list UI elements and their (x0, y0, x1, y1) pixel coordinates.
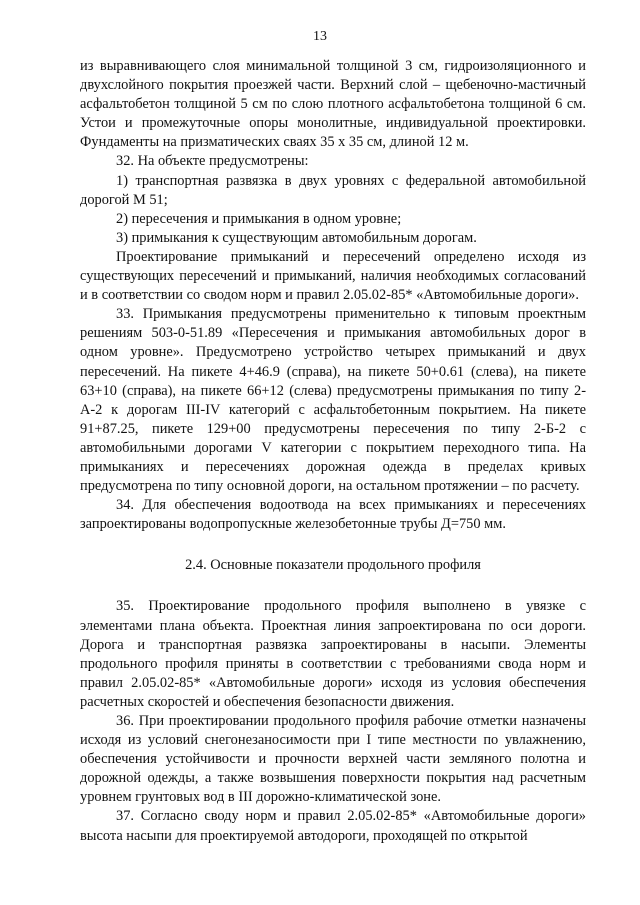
paragraph-design: Проектирование примыканий и пересечений определено исходя из существующих пересечений и примыканий, наличия необходимых согласований и в соответствии со сводом норм и правил 2.05.02-85* «Автомобильные дороги». (80, 248, 586, 304)
paragraph-continuation: из выравнивающего слоя минимальной толщиной 3 см, гидроизоляционного и двухслойного покрытия проезжей части. Верхний слой – щебеночно-мастичный асфальтобетон толщиной 5 см по слою плотного асфальтобетона толщиной 6 см. Устои и промежуточные опоры монолитные, индивидуальной проектировки. Фундаменты на призматических сваях 35 х 35 см, длиной 12 м. (80, 58, 586, 151)
list-item-3: 3) примыкания к существующим автомобильным дорогам. (116, 229, 477, 246)
paragraph-37: 37. Согласно своду норм и правил 2.05.02-85* «Автомобильные дороги» высота насыпи для проектируемой автодороги, проходящей по открытой (80, 808, 586, 844)
paragraph-36: 36. При проектировании продольного профиля рабочие отметки назначены исходя из условий снегонезаносимости при I типе местности по увлажнению, обеспечения устойчивости и прочности верхней части земляного полотна и дорожной одежды, а также возвышения поверхности покрытия над расчетным уровнем грунтовых вод в III дорожно-климатической зоне. (80, 713, 586, 806)
list-item-1: 1) транспортная развязка в двух уровнях с федеральной автомобильной дорогой М 51; (80, 172, 586, 208)
document-body (80, 57, 586, 846)
paragraph-35: 35. Проектирование продольного профиля выполнено в увязке с элементами плана объекта. Проектная линия запроектирована по оси дороги. Дорога и транспортная развязка запроектированы в насыпи. Элементы продольного профиля приняты в соответствии с требованиями свода норм и правил 2.05.02-85* «Автомобильные дороги» исходя из условия обеспечения расчетных скоростей и обеспечения безопасности движения. (80, 598, 586, 710)
list-item-2: 2) пересечения и примыкания в одном уровне; (116, 210, 402, 227)
section-heading: 2.4. Основные показатели продольного профиля (185, 557, 481, 574)
paragraph-34: 34. Для обеспечения водоотвода на всех примыканиях и пересечениях запроектированы водопропускные железобетонные трубы Д=750 мм. (80, 497, 586, 533)
paragraph-32: 32. На объекте предусмотрены: (116, 153, 309, 170)
page-number: 13 (313, 29, 327, 44)
paragraph-33: 33. Примыкания предусмотрены применительно к типовым проектным решениям 503-0-51.89 «Пересечения и примыкания автомобильных дорог в одном уровне». Предусмотрено устройство четырех примыканий и двух пересечений. На пикете 4+46.9 (справа), на пикете 50+0.61 (слева), на пикете 63+10 (справа), на пикете 66+12 (слева) предусмотрены примыкания по типу 2-А-2 к дорогам III-IV категорий с асфальтобетонным покрытием. На пикете 91+87.25, пикете 129+00 предусмотрены пересечения по типу 2-Б-2 с автомобильными дорогами V категории с покрытием переходного типа. На примыканиях и пересечениях дорожная одежда в пределах кривых предусмотрена по типу основной дороги, на остальном протяжении – по расчету. (80, 306, 586, 495)
